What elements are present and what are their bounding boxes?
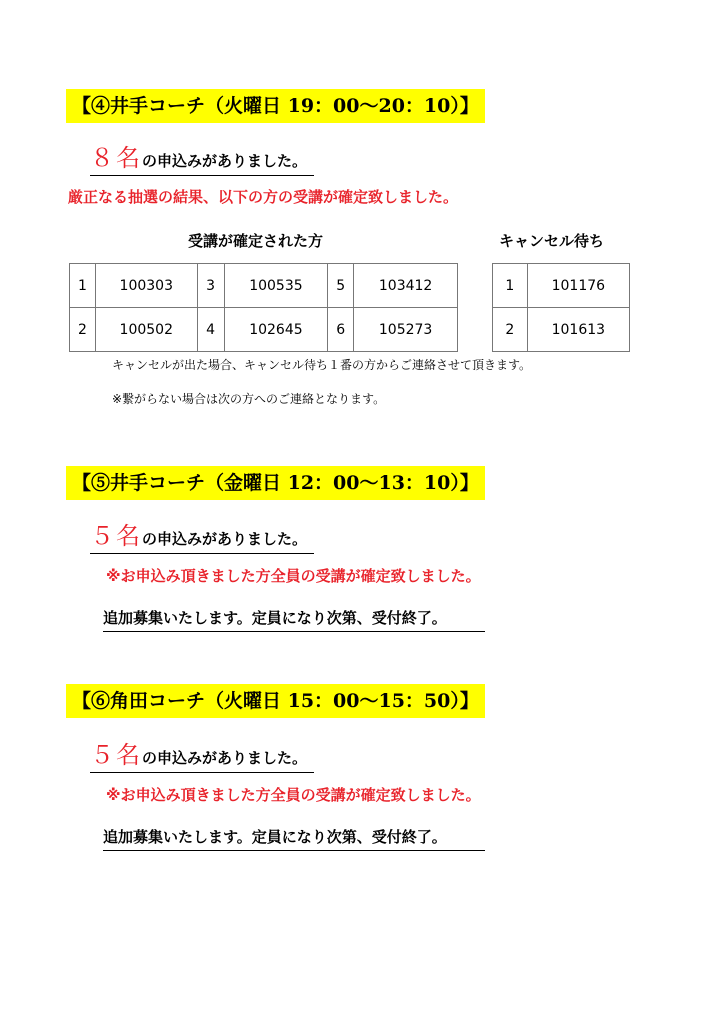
section5-count-text: の申込みがありました。 bbox=[142, 530, 308, 548]
confirmed-id-cell: 100502 bbox=[95, 308, 197, 352]
section4-count-text: の申込みがありました。 bbox=[142, 152, 308, 170]
waitlist-no-cell: 2 bbox=[493, 308, 528, 352]
confirmed-no-cell: 4 bbox=[197, 308, 224, 352]
section6-count-line bbox=[90, 735, 314, 773]
waitlist-table bbox=[492, 263, 630, 352]
section6-recruit-text: 追加募集いたします。定員になり次第、受付終了。 bbox=[103, 826, 485, 851]
table-row bbox=[493, 308, 630, 352]
confirmed-table-caption: 受講が確定された方 bbox=[188, 232, 324, 250]
waitlist-id-cell: 101176 bbox=[527, 264, 629, 308]
confirmed-no-cell: 3 bbox=[197, 264, 224, 308]
confirmed-table bbox=[69, 263, 458, 352]
contact-note: ※繋がらない場合は次の方へのご連絡となります。 bbox=[112, 392, 386, 406]
section5-heading: 【⑤井手コーチ（金曜日 12：00～13：10）】 bbox=[66, 466, 485, 500]
cancel-note: キャンセルが出た場合、キャンセル待ち１番の方からご連絡させて頂きます。 bbox=[112, 358, 532, 372]
confirmed-id-cell: 100303 bbox=[95, 264, 197, 308]
section5-count-number: ５名 bbox=[90, 522, 142, 550]
confirmed-id-cell: 105273 bbox=[354, 308, 458, 352]
confirmed-no-cell: 6 bbox=[328, 308, 354, 352]
section5-count-line bbox=[90, 516, 314, 554]
section6-count-number: ５名 bbox=[90, 741, 142, 769]
waitlist-no-cell: 1 bbox=[493, 264, 528, 308]
confirmed-id-cell: 100535 bbox=[224, 264, 328, 308]
section6-confirm-text: ※お申込み頂きました方全員の受講が確定致しました。 bbox=[106, 786, 481, 804]
section5-recruit-text: 追加募集いたします。定員になり次第、受付終了。 bbox=[103, 607, 485, 632]
section6-count-text: の申込みがありました。 bbox=[142, 749, 308, 767]
section6-heading: 【⑥角田コーチ（火曜日 15：00～15：50）】 bbox=[66, 684, 485, 718]
confirmed-id-cell: 103412 bbox=[354, 264, 458, 308]
section4-heading: 【④井手コーチ（火曜日 19：00～20：10）】 bbox=[66, 89, 485, 123]
waitlist-id-cell: 101613 bbox=[527, 308, 629, 352]
section4-lottery-text: 厳正なる抽選の結果、以下の方の受講が確定致しました。 bbox=[68, 188, 459, 206]
confirmed-id-cell: 102645 bbox=[224, 308, 328, 352]
section4-count-number: ８名 bbox=[90, 144, 142, 172]
section4-count-line bbox=[90, 138, 314, 176]
waitlist-table-caption: キャンセル待ち bbox=[499, 232, 605, 250]
section5-confirm-text: ※お申込み頂きました方全員の受講が確定致しました。 bbox=[106, 567, 481, 585]
table-row bbox=[493, 264, 630, 308]
table-row bbox=[70, 308, 458, 352]
confirmed-no-cell: 5 bbox=[328, 264, 354, 308]
table-row bbox=[70, 264, 458, 308]
confirmed-no-cell: 2 bbox=[70, 308, 96, 352]
confirmed-no-cell: 1 bbox=[70, 264, 96, 308]
